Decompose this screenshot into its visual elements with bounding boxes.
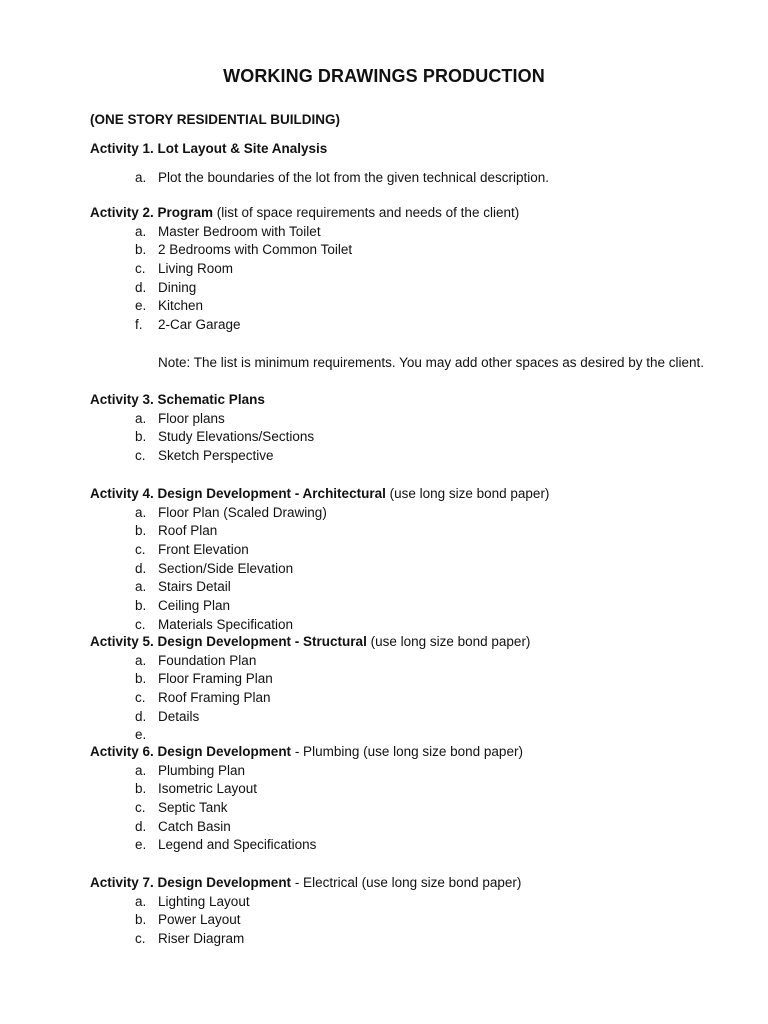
list-item xyxy=(90,836,750,855)
list-item-text: Lighting Layout xyxy=(158,893,250,909)
list-marker: f. xyxy=(135,317,143,333)
activity-7-suffix: - Electrical (use long size bond paper) xyxy=(291,875,522,890)
list-marker: a. xyxy=(135,223,147,239)
activity-3-heading xyxy=(90,391,750,410)
list-item xyxy=(90,818,750,837)
activity-3-list xyxy=(90,410,750,466)
list-item-text: Riser Diagram xyxy=(158,930,245,946)
activity-5-list xyxy=(90,652,750,745)
list-marker: d. xyxy=(135,279,147,295)
list-marker: b. xyxy=(135,429,147,445)
list-item-text: Power Layout xyxy=(158,912,241,928)
list-item-text: Details xyxy=(158,708,200,724)
list-marker: d. xyxy=(135,708,147,724)
list-marker: a. xyxy=(135,652,147,668)
list-item-text: Section/Side Elevation xyxy=(158,560,294,576)
list-marker: d. xyxy=(135,818,147,834)
list-item-text: Ceiling Plan xyxy=(158,598,231,614)
list-item xyxy=(90,428,750,447)
list-marker: e. xyxy=(135,727,147,743)
page-title: WORKING DRAWINGS PRODUCTION xyxy=(223,66,545,86)
activity-6 xyxy=(90,743,750,855)
activity-7 xyxy=(90,874,750,949)
list-item xyxy=(90,652,750,671)
list-item-text: Roof Plan xyxy=(158,523,218,539)
activity-7-label: Activity 7. Design Development xyxy=(90,875,292,890)
list-item xyxy=(90,911,750,930)
activity-7-list xyxy=(90,893,750,949)
list-item xyxy=(90,504,750,523)
activity-5-label: Activity 5. Design Development - Structural xyxy=(90,634,367,649)
list-marker: a. xyxy=(135,579,147,595)
list-item xyxy=(90,597,750,616)
list-item-text: Roof Framing Plan xyxy=(158,689,271,705)
list-item-text: Study Elevations/Sections xyxy=(158,429,315,445)
list-item-text: Catch Basin xyxy=(158,818,231,834)
list-marker: a. xyxy=(135,893,147,909)
list-item xyxy=(90,893,750,912)
activity-6-list xyxy=(90,762,750,855)
list-marker: b. xyxy=(135,242,147,258)
list-item xyxy=(90,260,750,279)
list-item xyxy=(90,578,750,597)
list-marker: c. xyxy=(135,447,146,463)
list-item xyxy=(90,762,750,781)
list-marker: a. xyxy=(135,504,147,520)
activity-6-heading xyxy=(90,743,750,762)
list-marker: b. xyxy=(135,671,147,687)
list-item-text: Front Elevation xyxy=(158,541,249,557)
list-item-text: Master Bedroom with Toilet xyxy=(158,223,321,239)
list-item-text: Dining xyxy=(158,279,197,295)
list-item-text: Kitchen xyxy=(158,298,204,314)
list-item xyxy=(90,799,750,818)
activity-2-label: Activity 2. Program xyxy=(90,205,214,220)
activity-5-suffix: (use long size bond paper) xyxy=(366,634,531,649)
list-item-text: Living Room xyxy=(158,260,234,276)
list-item xyxy=(90,279,750,298)
list-marker: b. xyxy=(135,781,147,797)
activity-6-label: Activity 6. Design Development xyxy=(90,744,292,759)
list-item xyxy=(90,410,750,429)
list-marker: b. xyxy=(135,598,147,614)
list-item-text: Stairs Detail xyxy=(158,579,231,595)
activity-1-list xyxy=(90,169,750,188)
list-item xyxy=(90,522,750,541)
activity-6-suffix: - Plumbing (use long size bond paper) xyxy=(291,744,523,759)
list-item xyxy=(90,708,750,727)
list-item-text: 2 Bedrooms with Common Toilet xyxy=(158,242,353,258)
list-item-text: Sketch Perspective xyxy=(158,447,274,463)
list-item xyxy=(90,447,750,466)
list-item-text: Foundation Plan xyxy=(158,652,257,668)
list-item-text: Septic Tank xyxy=(158,799,228,815)
list-item xyxy=(90,541,750,560)
list-marker: c. xyxy=(135,799,146,815)
list-item-text: 2-Car Garage xyxy=(158,317,241,333)
activity-2-suffix: (list of space requirements and needs of the client) xyxy=(213,205,520,220)
list-item xyxy=(90,223,750,242)
list-marker: e. xyxy=(135,298,147,314)
list-item xyxy=(90,560,750,579)
activity-4-suffix: (use long size bond paper) xyxy=(385,486,550,501)
activity-1-label: Activity 1. Lot Layout & Site Analysis xyxy=(90,141,328,156)
list-item-text: Plumbing Plan xyxy=(158,762,246,778)
activity-1-heading xyxy=(90,140,750,159)
list-marker: c. xyxy=(135,930,146,946)
list-item xyxy=(90,780,750,799)
list-item-text: Materials Specification xyxy=(158,616,294,632)
activity-2-note: Note: The list is minimum requirements. You may add other spaces as desired by the client. xyxy=(158,355,705,370)
activity-5-heading xyxy=(90,633,750,652)
list-marker: b. xyxy=(135,912,147,928)
list-marker: b. xyxy=(135,523,147,539)
activity-3 xyxy=(90,391,750,466)
list-item xyxy=(90,930,750,949)
activity-2 xyxy=(90,204,750,335)
list-item xyxy=(90,316,750,335)
page-subtitle: (ONE STORY RESIDENTIAL BUILDING) xyxy=(90,112,341,127)
activity-4-list xyxy=(90,504,750,635)
activity-1 xyxy=(90,140,750,187)
list-marker: a. xyxy=(135,762,147,778)
activity-5 xyxy=(90,633,750,745)
list-marker: c. xyxy=(135,616,146,632)
activity-2-heading xyxy=(90,204,750,223)
list-marker: c. xyxy=(135,260,146,276)
list-marker: c. xyxy=(135,541,146,557)
list-item-text: Legend and Specifications xyxy=(158,837,317,853)
list-item xyxy=(90,616,750,635)
list-item-text: Floor Framing Plan xyxy=(158,671,273,687)
list-marker: a. xyxy=(135,169,147,185)
activity-4-label: Activity 4. Design Development - Architectural xyxy=(90,486,386,501)
list-item-text: Floor plans xyxy=(158,410,225,426)
list-item-text: Floor Plan (Scaled Drawing) xyxy=(158,504,327,520)
activity-4-heading xyxy=(90,485,750,504)
activity-2-list xyxy=(90,223,750,335)
list-marker: c. xyxy=(135,689,146,705)
list-item xyxy=(90,169,750,188)
list-marker: d. xyxy=(135,560,147,576)
activity-3-label: Activity 3. Schematic Plans xyxy=(90,392,265,407)
list-item-text: Plot the boundaries of the lot from the given technical description. xyxy=(158,169,549,185)
list-marker: a. xyxy=(135,410,147,426)
list-item xyxy=(90,670,750,689)
list-item xyxy=(90,297,750,316)
list-item-text: Isometric Layout xyxy=(158,781,258,797)
activity-7-heading xyxy=(90,874,750,893)
list-marker: e. xyxy=(135,837,147,853)
list-item xyxy=(90,689,750,708)
activity-4 xyxy=(90,485,750,634)
list-item xyxy=(90,241,750,260)
